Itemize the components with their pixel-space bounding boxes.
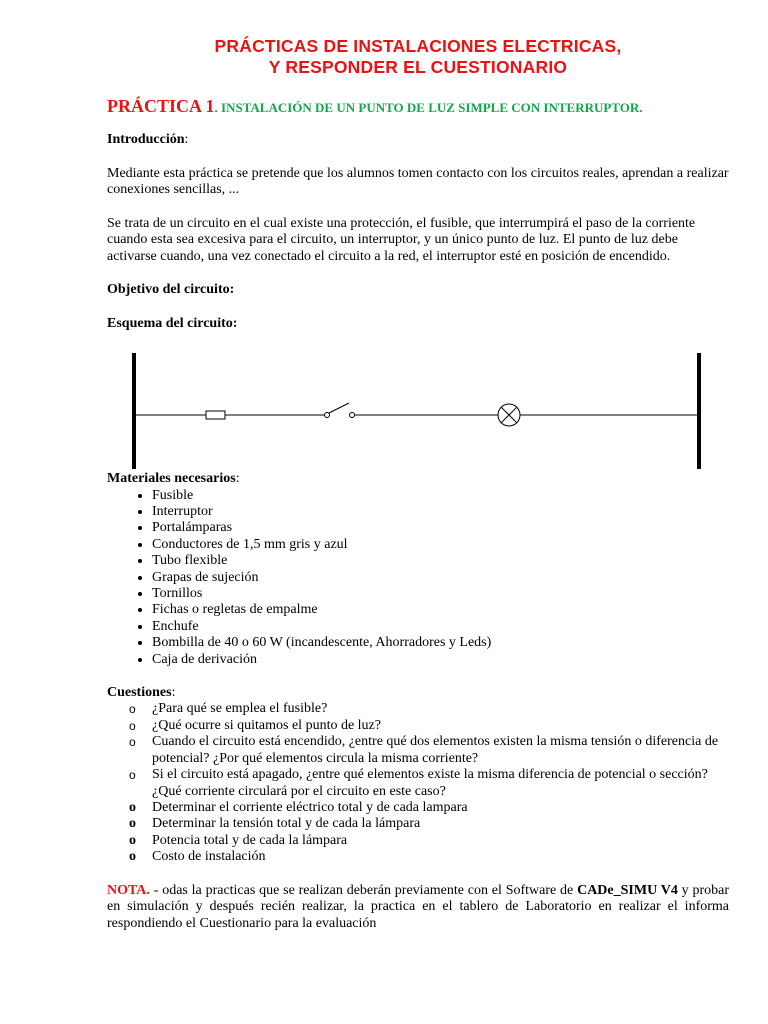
cuestion-item bbox=[129, 717, 729, 734]
cuestion-marker: o bbox=[129, 702, 136, 717]
cuestiones-list bbox=[107, 701, 729, 865]
cuestion-marker: o bbox=[129, 832, 136, 848]
nota-label: NOTA. bbox=[107, 882, 150, 898]
fuse-symbol bbox=[206, 411, 225, 419]
cuestion-marker: o bbox=[129, 768, 136, 783]
cuestion-item bbox=[129, 816, 729, 832]
intro-heading-line: Introducción: bbox=[107, 132, 189, 147]
materiales-item: • Fichas o regletas de empalme bbox=[152, 602, 729, 618]
cuestion-marker: o bbox=[129, 799, 136, 815]
materiales-item: • Enchufe bbox=[152, 619, 729, 635]
materiales-item: • Bombilla de 40 o 60 W (incandescente, Ahorradores y Leds) bbox=[152, 635, 729, 651]
materiales-item: • Caja de derivación bbox=[152, 652, 729, 668]
esquema-heading: Esquema del circuito: bbox=[107, 315, 238, 331]
title-line-2: Y RESPONDER EL CUESTIONARIO bbox=[268, 57, 568, 77]
cuestion-marker: o bbox=[129, 849, 136, 865]
cuestion-text: Determinar el corriente eléctrico total y de cada lampara bbox=[152, 799, 468, 815]
cuestion-item bbox=[129, 734, 729, 767]
cuestion-text: Cuando el circuito está encendido, ¿entre qué dos elementos existen la misma tensión o diferencia de potencial? ¿Por qué elementos circula la misma corriente? bbox=[152, 734, 719, 766]
materiales-item: • Tornillos bbox=[152, 586, 729, 602]
switch-contact bbox=[325, 413, 330, 418]
materiales-item: • Conductores de 1,5 mm gris y azul bbox=[152, 537, 729, 553]
materiales-heading-line: Materiales necesarios: bbox=[107, 471, 240, 486]
cuestiones-heading-line: Cuestiones: bbox=[107, 684, 176, 700]
circuit-diagram bbox=[130, 350, 705, 475]
cuestiones-heading: Cuestiones bbox=[107, 684, 172, 700]
objetivo-heading: Objetivo del circuito: bbox=[107, 282, 235, 297]
switch-contact bbox=[350, 413, 355, 418]
materiales-item: • Tubo flexible bbox=[152, 553, 729, 569]
cuestion-marker: o bbox=[129, 718, 136, 733]
materiales-item: • Grapas de sujeción bbox=[152, 570, 729, 586]
materiales-item: • Interruptor bbox=[152, 504, 729, 520]
practica-title: . INSTALACIÓN DE UN PUNTO DE LUZ SIMPLE CON INTERRUPTOR. bbox=[214, 100, 643, 115]
nota-text-2: y probar en simulación y después recién realizar, la practica en el tablero de Laboratorio en realizar el informa respondiendo el Cuestionario para la evaluación bbox=[107, 882, 729, 931]
switch-blade bbox=[329, 403, 349, 413]
intro-heading: Introducción bbox=[107, 132, 185, 147]
cuestion-text: ¿Qué ocurre si quitamos el punto de luz? bbox=[152, 717, 381, 733]
cuestion-item bbox=[129, 701, 729, 717]
cuestion-item bbox=[129, 832, 729, 849]
materiales-item: • Fusible bbox=[152, 488, 729, 504]
nota-text-1: - odas la practicas que se realizan deberán previamente con el Software de bbox=[149, 882, 578, 898]
title-line-1: PRÁCTICAS DE INSTALACIONES ELECTRICAS, bbox=[214, 36, 622, 56]
materiales-item: • Portalámparas bbox=[152, 520, 729, 536]
cuestion-item bbox=[129, 849, 729, 865]
cuestion-text: Determinar la tensión total y de cada la lámpara bbox=[152, 816, 421, 832]
document-title bbox=[107, 36, 729, 78]
cuestion-marker: o bbox=[129, 816, 136, 832]
materiales-list bbox=[107, 488, 729, 668]
cuestion-text: Potencia total y de cada la lámpara bbox=[152, 832, 348, 848]
cuestion-text: ¿Para qué se emplea el fusible? bbox=[152, 701, 328, 717]
intro-paragraph-1: Mediante esta práctica se pretende que los alumnos tomen contacto con los circuitos reales, aprendan a realizar conexiones sencillas, ... bbox=[107, 165, 729, 197]
practica-heading bbox=[107, 95, 729, 120]
nota-software: CADe_SIMU V4 bbox=[577, 882, 678, 898]
intro-paragraph-2: Se trata de un circuito en el cual existe una protección, el fusible, que interrumpirá el paso de la corriente cuando esta sea excesiva para el circuito, un interruptor, y un único punto de luz. El punto de luz debe activarse cuando, una vez conectado el circuito a la red, el interruptor esté en posición de encendido. bbox=[107, 215, 696, 264]
cuestion-item bbox=[129, 767, 729, 800]
materiales-heading: Materiales necesarios bbox=[107, 471, 236, 486]
document-page bbox=[107, 36, 729, 932]
cuestion-item bbox=[129, 799, 729, 816]
cuestion-text: Si el circuito está apagado, ¿entre qué elementos existe la misma diferencia de potencial o sección? ¿Qué corriente circulará por el circuito en este caso? bbox=[152, 767, 708, 799]
nota-paragraph bbox=[107, 883, 729, 933]
cuestion-marker: o bbox=[129, 735, 136, 750]
practica-number: PRÁCTICA 1 bbox=[107, 96, 215, 116]
cuestion-text: Costo de instalación bbox=[152, 849, 266, 865]
